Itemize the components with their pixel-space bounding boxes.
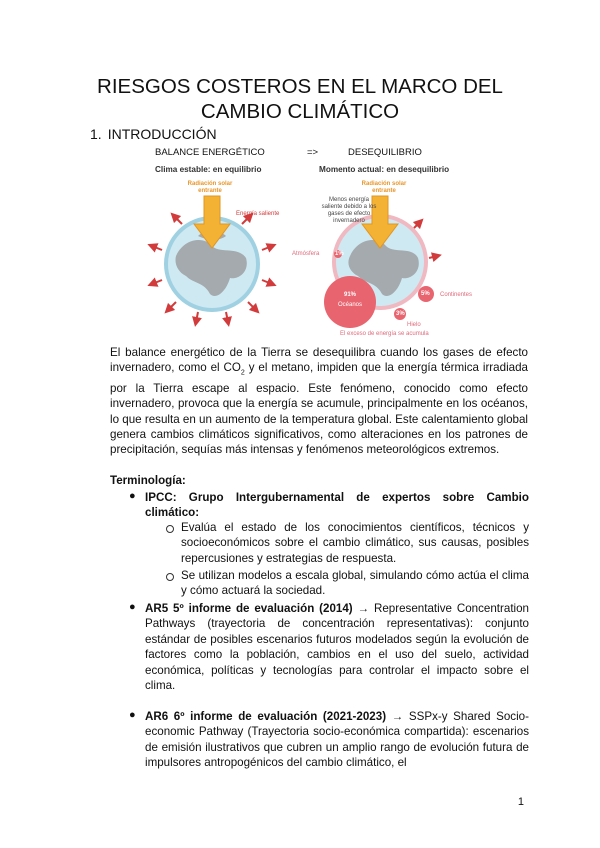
continents-label: Continentes bbox=[440, 292, 473, 298]
figure-header-right: DESEQUILIBRIO bbox=[348, 147, 422, 158]
sub-bullet-1 bbox=[166, 525, 174, 533]
sub-bullet-2 bbox=[166, 573, 174, 581]
figure-right-subtitle: Momento actual: en desequilibrio bbox=[319, 165, 450, 174]
ipcc-sub-item-1: Evalúa el estado de los conocimientos científicos, técnicos y socioeconómicos sobre el cambio climático, sus causas, posibles repercusiones y estrategias de respuesta. bbox=[181, 521, 529, 565]
ar5-item: AR5 5º informe de evaluación (2014) → Representative Concentration Pathways (trayectoria de concentración representativas): conjunto estándar de posibles escenarios futuros modelados según la evolución de factores como la población, cambios en el uso del suelo, actividad económica, políticas y tecnologías para controlar el impacto sobre el clima. bbox=[145, 602, 530, 693]
bullet-ipcc: ● bbox=[129, 490, 136, 502]
bullet-ar5: ● bbox=[129, 601, 136, 613]
continents-percent: 5% bbox=[421, 291, 430, 297]
oceans-label: Océanos bbox=[338, 302, 363, 308]
left-solar-label: Radiación solar entrante bbox=[187, 181, 233, 194]
section-title: INTRODUCCIÓN bbox=[107, 126, 217, 142]
page-number: 1 bbox=[517, 796, 524, 808]
section-heading bbox=[90, 126, 217, 142]
terminology-heading: Terminología: bbox=[110, 474, 186, 487]
document-title bbox=[0, 74, 600, 124]
excess-energy-label: El exceso de energía se acumula bbox=[340, 331, 429, 337]
ipcc-item: IPCC: Grupo Intergubernamental de expertos sobre Cambio climático: bbox=[145, 491, 529, 520]
bullet-ar6: ● bbox=[129, 709, 136, 721]
outgoing-energy-label: Energía saliente bbox=[236, 211, 280, 217]
equilibrium-globe-illustration bbox=[146, 176, 278, 328]
title-line-2: CAMBIO CLIMÁTICO bbox=[200, 100, 400, 123]
figure-header-left: BALANCE ENERGÉTICO bbox=[155, 147, 265, 158]
intro-paragraph: El balance energético de la Tierra se desequilibra cuando los gases de efecto invernadero, como el $CO_2$ y el metano, impiden que la energía térmica irradiada por la Tierra escape al espacio. Este fenómeno, conocido como efecto invernadero, provoca que la energía se acumule, principalmente en los océanos, lo que resulta en un aumento de la temperatura global. Este calentamiento global genera cambios climáticos significativos, como alteraciones en los patrones de precipitación, sequías más intensas y fenómenos meteorológicos extremos. bbox=[110, 346, 528, 457]
figure-header-arrow: => bbox=[307, 147, 319, 158]
oceans-percent: 91% bbox=[344, 292, 357, 298]
title-line-1: RIESGOS COSTEROS EN EL MARCO DEL bbox=[97, 75, 503, 98]
figure-left-subtitle: Clima estable: en equilibrio bbox=[155, 165, 262, 174]
ipcc-sub-item-2: Se utilizan modelos a escala global, simulando cómo actúa el clima y cómo actuará la sociedad. bbox=[181, 569, 529, 598]
atmosphere-percent: 1% bbox=[335, 251, 344, 257]
ar6-item: AR6 6º informe de evaluación (2021-2023) → SSPx-y Shared Socio-economic Pathway (Trayectoria socio-económica compartida): escenarios de emisión ilustrativos que cubren un amplio rango de evolución futura de impulsores antropogénicos del cambio climático, el bbox=[145, 710, 529, 770]
section-number: 1. bbox=[90, 126, 102, 142]
atmosphere-label: Atmósfera bbox=[292, 251, 320, 257]
right-solar-label: Radiación solar entrante bbox=[361, 181, 407, 194]
less-energy-label: Menos energía saliente debido a los gases de efecto invernadero bbox=[321, 197, 377, 224]
ice-label: Hielo bbox=[407, 322, 421, 328]
ice-percent: 3% bbox=[396, 311, 405, 317]
